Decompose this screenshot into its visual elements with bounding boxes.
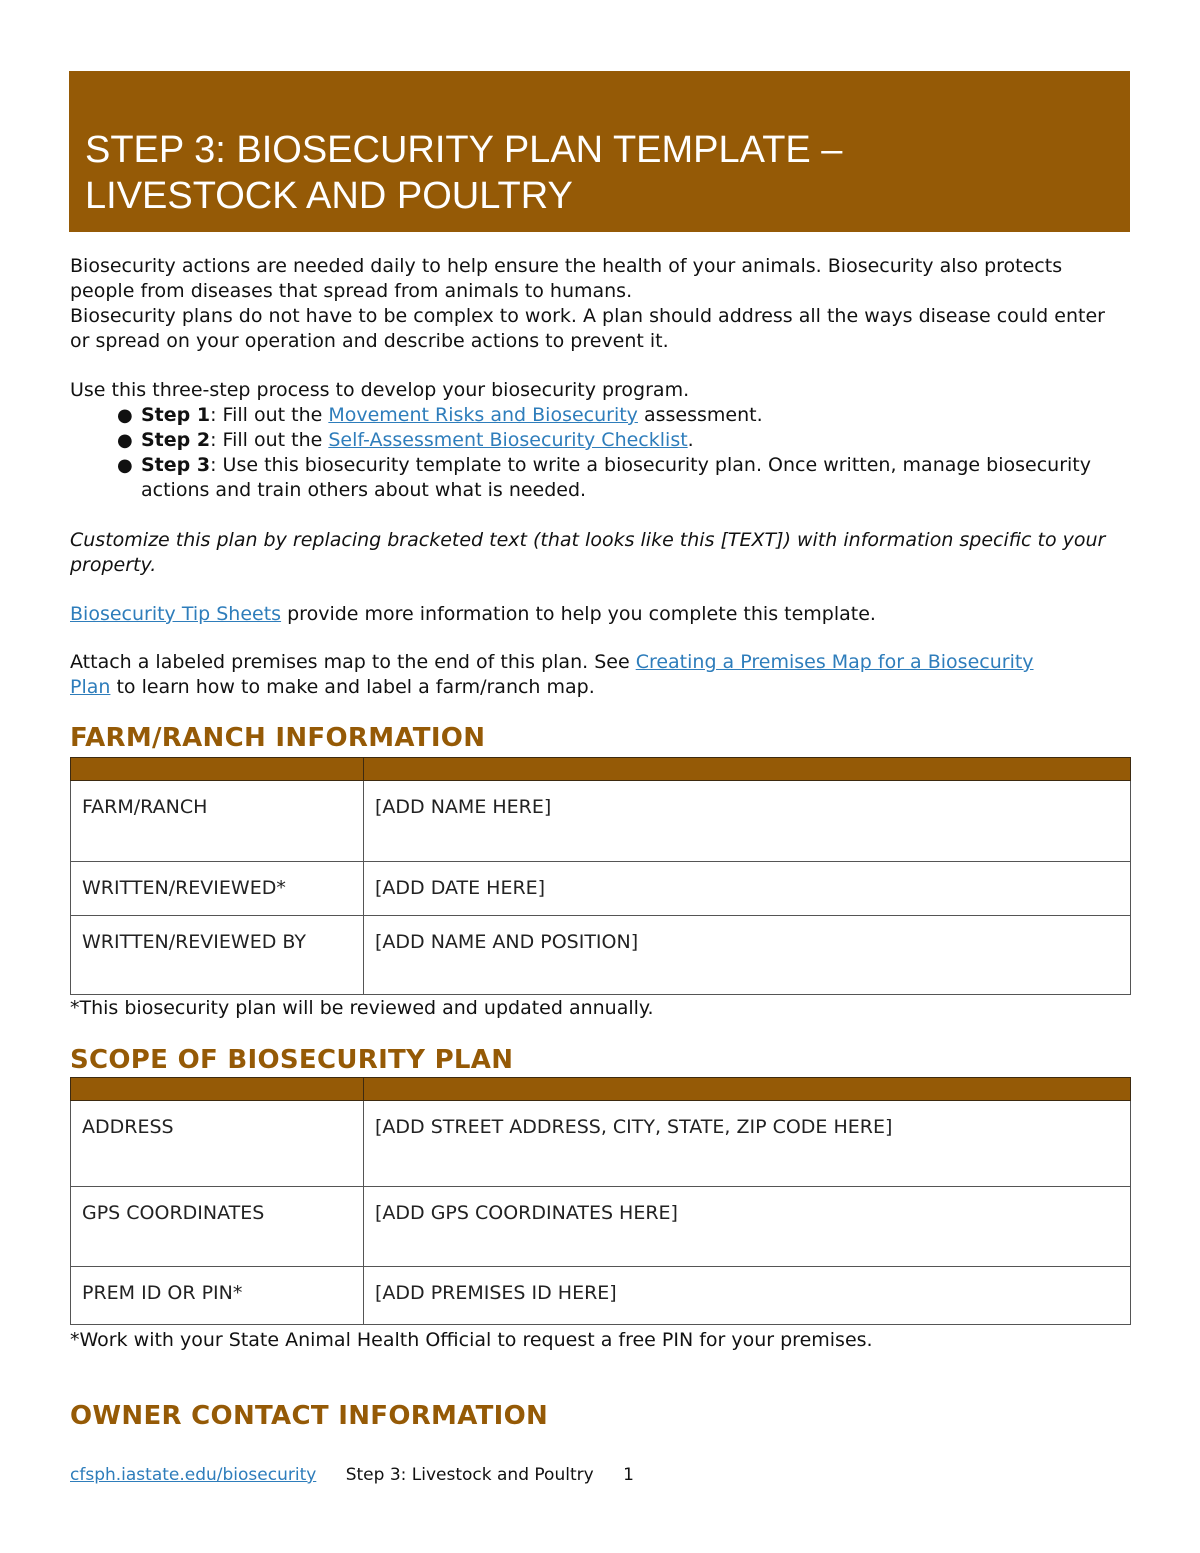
- field-label: FARM/RANCH: [71, 781, 364, 862]
- step-text-end: assessment.: [637, 404, 763, 426]
- footer-title: Step 3: Livestock and Poultry: [345, 1465, 594, 1485]
- field-label: GPS COORDINATES: [71, 1187, 364, 1267]
- step-text: : Use this biosecurity template to write a biosecurity plan. Once written, manage biosecurity actions and train others about what is needed.: [141, 454, 1091, 501]
- table-row: [71, 1267, 1131, 1325]
- biosecurity-tip-sheets-link[interactable]: Biosecurity Tip Sheets: [70, 603, 282, 625]
- premises-map-line: [70, 650, 1070, 700]
- step-text-end: .: [687, 429, 694, 451]
- bullet-icon: ●: [117, 405, 133, 426]
- step-label: Step 2: [141, 429, 211, 451]
- page-footer: [70, 1464, 634, 1486]
- title-line-1: STEP 3: BIOSECURITY PLAN TEMPLATE –: [85, 129, 843, 171]
- table-row: [71, 1187, 1131, 1267]
- farm-ranch-table: [70, 757, 1131, 995]
- map-text-start: Attach a labeled premises map to the end of this plan. See: [70, 651, 636, 673]
- annual-review-note: *This biosecurity plan will be reviewed and updated annually.: [70, 997, 654, 1019]
- self-assessment-checklist-link[interactable]: Self-Assessment Biosecurity Checklist: [328, 429, 688, 451]
- step-item-2: [70, 428, 1130, 453]
- page-number: 1: [623, 1465, 634, 1485]
- table-header-cell: [71, 1078, 364, 1101]
- table-header-cell: [364, 758, 1131, 781]
- tip-sheets-text: provide more information to help you complete this template.: [281, 603, 876, 625]
- field-label: WRITTEN/REVIEWED*: [71, 862, 364, 916]
- intro-paragraph-1: Biosecurity actions are needed daily to help ensure the health of your animals. Biosecurity also protects people from diseases that spread from animals to humans.: [70, 255, 1063, 302]
- farm-ranch-heading: FARM/RANCH INFORMATION: [70, 723, 486, 753]
- step-label: Step 3: [141, 454, 211, 476]
- field-label: PREM ID OR PIN*: [71, 1267, 364, 1325]
- pin-note: *Work with your State Animal Health Official to request a free PIN for your premises.: [70, 1329, 873, 1351]
- scope-heading: SCOPE OF BIOSECURITY PLAN: [70, 1045, 514, 1075]
- step-text: : Fill out the: [210, 404, 329, 426]
- tip-sheets-line: [70, 602, 1130, 627]
- footer-website-link[interactable]: cfsph.iastate.edu/biosecurity: [70, 1465, 317, 1485]
- premises-map-link[interactable]: Creating a Premises Map for a Biosecurity Plan: [70, 651, 1034, 698]
- premises-id-field[interactable]: [ADD PREMISES ID HERE]: [364, 1267, 1131, 1325]
- table-row: [71, 916, 1131, 995]
- farm-name-field[interactable]: [ADD NAME HERE]: [364, 781, 1131, 862]
- scope-table: [70, 1077, 1131, 1325]
- step-text: : Fill out the: [210, 429, 329, 451]
- customize-instruction: Customize this plan by replacing bracketed text (that looks like this [TEXT]) with information specific to your property.: [70, 529, 1106, 576]
- table-header-row: [71, 758, 1131, 781]
- process-lead: Use this three-step process to develop your biosecurity program.: [70, 379, 690, 401]
- steps-list: [70, 403, 1130, 503]
- movement-risks-link[interactable]: Movement Risks and Biosecurity: [328, 404, 638, 426]
- reviewer-field[interactable]: [ADD NAME AND POSITION]: [364, 916, 1131, 995]
- bullet-icon: ●: [117, 430, 133, 451]
- step-item-1: [70, 403, 1130, 428]
- owner-contact-heading: OWNER CONTACT INFORMATION: [70, 1401, 549, 1431]
- table-header-row: [71, 1078, 1131, 1101]
- process-block: [70, 378, 1130, 503]
- field-label: ADDRESS: [71, 1101, 364, 1187]
- review-date-field[interactable]: [ADD DATE HERE]: [364, 862, 1131, 916]
- field-label: WRITTEN/REVIEWED BY: [71, 916, 364, 995]
- bullet-icon: ●: [117, 455, 133, 476]
- title-banner: [69, 71, 1130, 232]
- intro-paragraph-2: Biosecurity plans do not have to be complex to work. A plan should address all the ways disease could enter or spread on your operation and describe actions to prevent it.: [70, 305, 1105, 352]
- step-label: Step 1: [141, 404, 211, 426]
- map-text-end: to learn how to make and label a farm/ranch map.: [110, 676, 595, 698]
- intro-block: [70, 254, 1130, 354]
- table-row: [71, 862, 1131, 916]
- table-row: [71, 1101, 1131, 1187]
- table-header-cell: [364, 1078, 1131, 1101]
- address-field[interactable]: [ADD STREET ADDRESS, CITY, STATE, ZIP CODE HERE]: [364, 1101, 1131, 1187]
- gps-coordinates-field[interactable]: [ADD GPS COORDINATES HERE]: [364, 1187, 1131, 1267]
- step-item-3: [70, 453, 1130, 503]
- document-title: [85, 127, 1114, 219]
- table-header-cell: [71, 758, 364, 781]
- table-row: [71, 781, 1131, 862]
- title-line-2: LIVESTOCK AND POULTRY: [85, 175, 573, 217]
